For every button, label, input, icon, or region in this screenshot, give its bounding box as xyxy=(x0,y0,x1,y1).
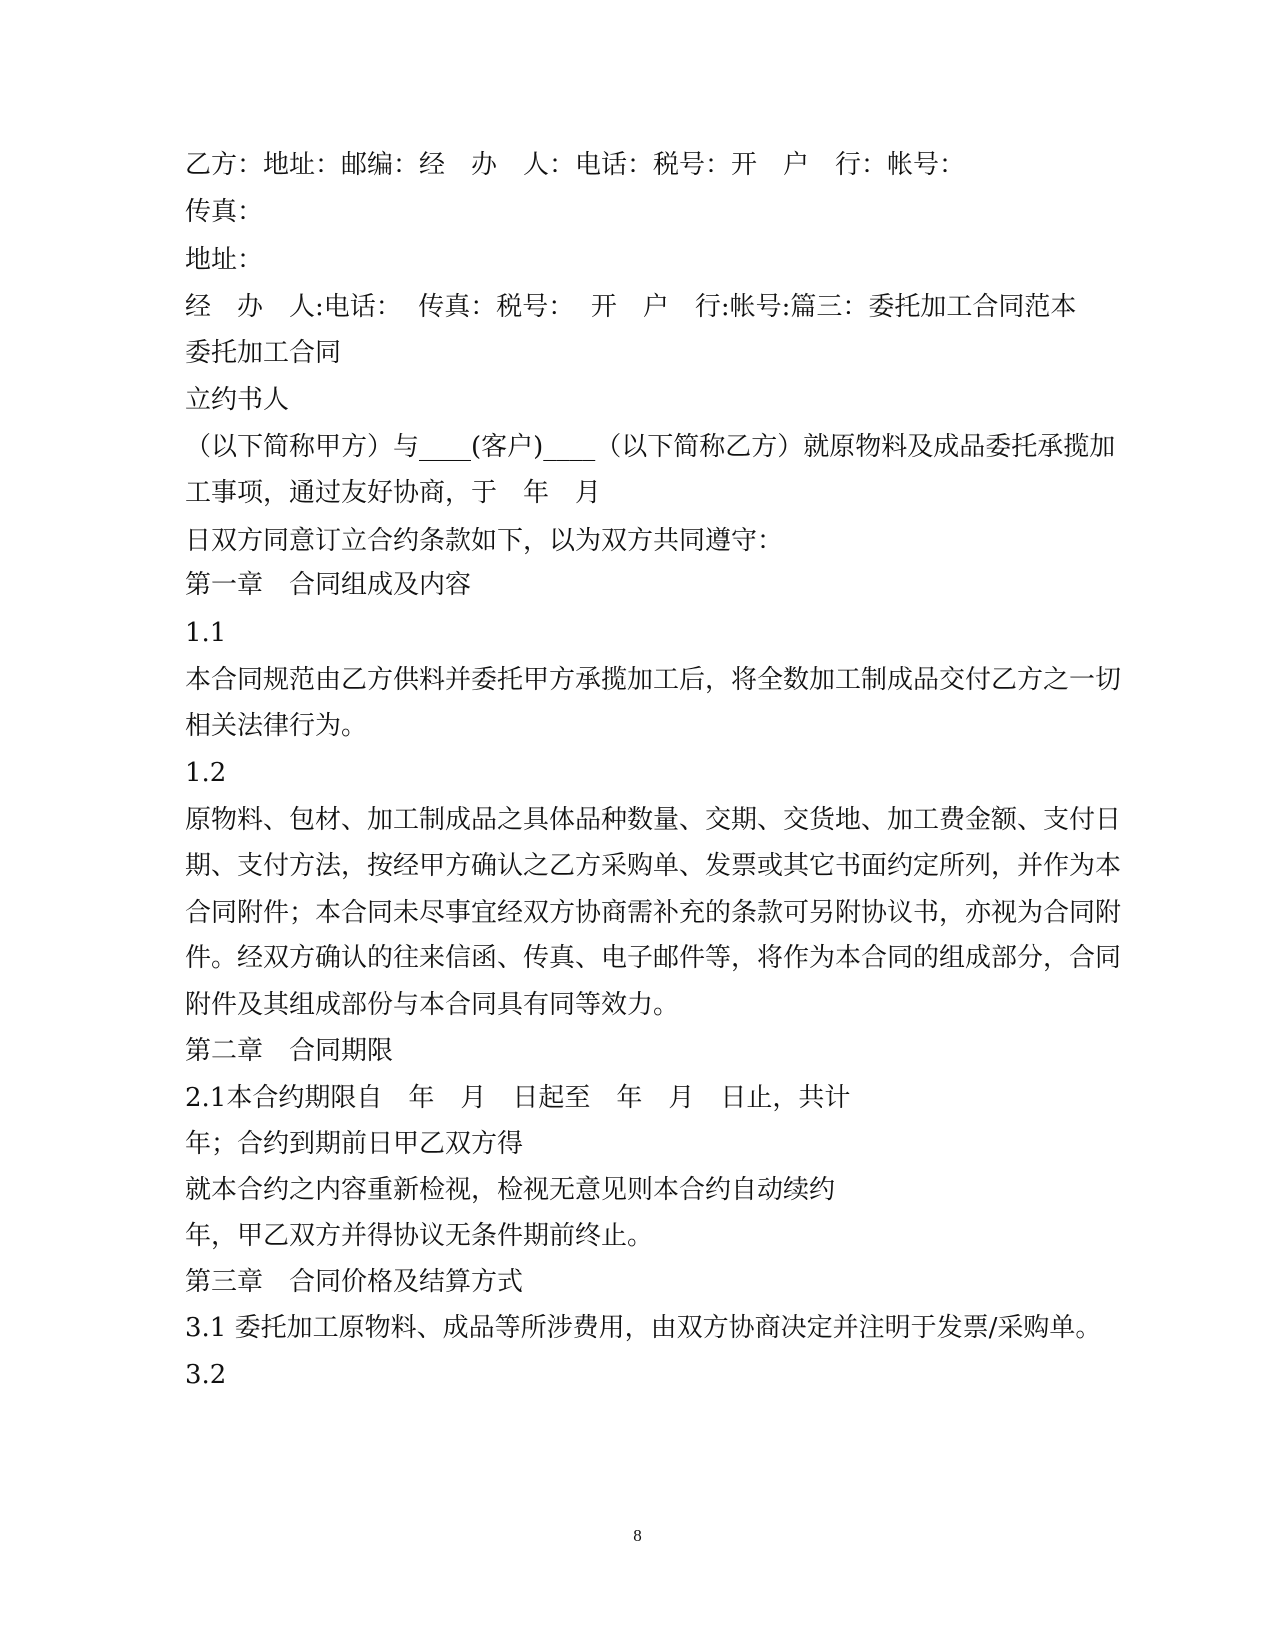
text-line: 件。经双方确认的往来信函、传真、电子邮件等，将作为本合同的组成部分，合同 xyxy=(185,943,1122,973)
text-line: 本合同规范由乙方供料并委托甲方承揽加工后，将全数加工制成品交付乙方之一切 xyxy=(185,665,1122,695)
text-line: 乙方：地址：邮编：经 办 人：电话：税号：开 户 行：帐号： xyxy=(185,150,966,180)
text-line: 地址： xyxy=(185,245,264,275)
text-line: 相关法律行为。 xyxy=(185,711,368,741)
text-line: 附件及其组成部份与本合同具有同等效力。 xyxy=(185,990,680,1020)
text-line: 2.1本合约期限自 年 月 日起至 年 月 日止，共计 xyxy=(185,1083,851,1113)
text-line: 第二章 合同期限 xyxy=(185,1036,394,1066)
text-line: 传真： xyxy=(185,197,264,227)
text-line: 工事项，通过友好协商，于 年 月 xyxy=(185,478,602,508)
text-line: 1.1 xyxy=(185,618,227,648)
text-line: 3.2 xyxy=(185,1360,227,1390)
text-line: 第三章 合同价格及结算方式 xyxy=(185,1267,524,1297)
text-line: 立约书人 xyxy=(185,385,290,415)
text-line: 第一章 合同组成及内容 xyxy=(185,570,472,600)
text-line: 经 办 人:电话： 传真：税号： 开 户 行:帐号:篇三：委托加工合同范本 xyxy=(185,292,1077,322)
text-line: 年，甲乙双方并得协议无条件期前终止。 xyxy=(185,1221,654,1251)
text-line: （以下简称甲方）与____(客户)____（以下简称乙方）就原物料及成品委托承揽加 xyxy=(185,432,1116,462)
text-line: 就本合约之内容重新检视，检视无意见则本合约自动续约 xyxy=(185,1175,836,1205)
text-line: 1.2 xyxy=(185,758,227,788)
text-line: 3.1 委托加工原物料、成品等所涉费用，由双方协商决定并注明于发票/采购单。 xyxy=(185,1313,1102,1343)
text-line: 日双方同意订立合约条款如下，以为双方共同遵守： xyxy=(185,526,784,556)
text-line: 委托加工合同 xyxy=(185,338,342,368)
text-line: 原物料、包材、加工制成品之具体品种数量、交期、交货地、加工费金额、支付日 xyxy=(185,805,1122,835)
text-line: 年；合约到期前日甲乙双方得 xyxy=(185,1129,524,1159)
text-line: 合同附件；本合同未尽事宜经双方协商需补充的条款可另附协议书，亦视为合同附 xyxy=(185,898,1122,928)
text-line: 期、支付方法，按经甲方确认之乙方采购单、发票或其它书面约定所列，并作为本 xyxy=(185,851,1122,881)
page-number: 8 xyxy=(633,1526,642,1545)
